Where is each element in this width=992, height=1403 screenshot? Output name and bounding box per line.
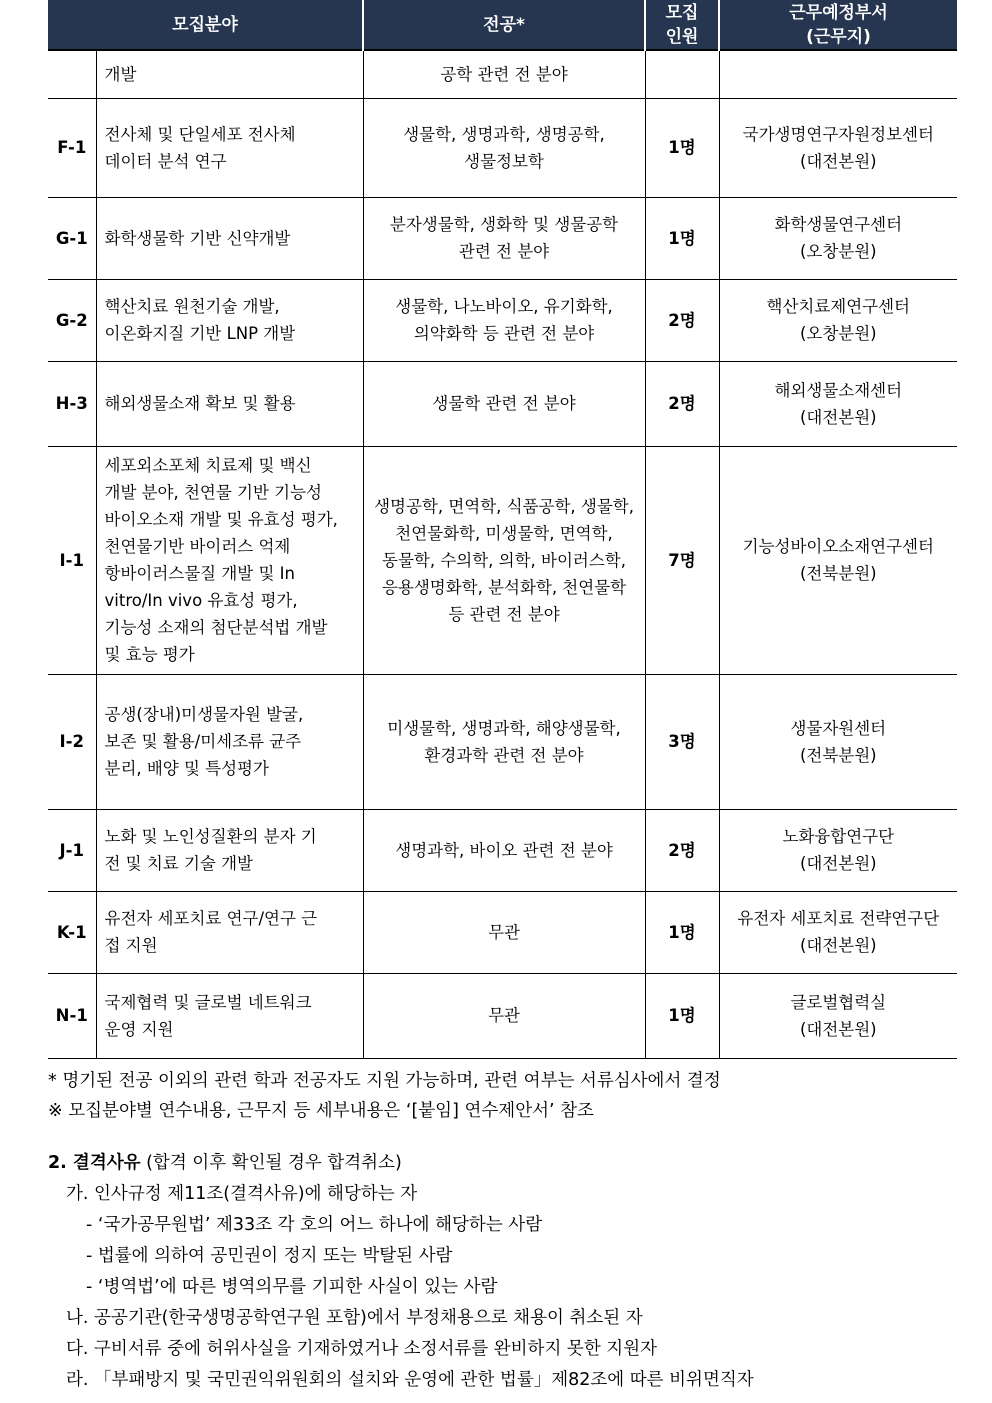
count-cell: 1명: [645, 98, 719, 197]
dept-line: 글로벌협력실: [790, 992, 887, 1012]
dept-line: (전북분원): [799, 564, 877, 583]
field-line: 전 및 치료 기술 개발: [104, 854, 253, 873]
field-line: 화학생물학 기반 신약개발: [104, 228, 291, 248]
dept-line: (대전본원): [799, 936, 877, 955]
count-cell: 1명: [645, 973, 719, 1058]
dept-line: (오창분원): [799, 242, 877, 261]
dept-cell: [719, 279, 957, 361]
count-cell: 1명: [645, 891, 719, 973]
major-line: 등 관련 전 분야: [448, 604, 560, 624]
code-cell: G-1: [48, 197, 96, 279]
table-row: [48, 973, 957, 1058]
dept-line: 국가생명연구자원정보센터: [742, 124, 934, 144]
code-cell: G-2: [48, 279, 96, 361]
major-line: 천연물화학, 미생물학, 면역학,: [395, 523, 613, 543]
code-cell: I-2: [48, 674, 96, 809]
field-line: 바이오소재 개발 및 유효성 평가,: [104, 510, 338, 529]
field-line: 개발 분야, 천연물 기반 기능성: [104, 483, 322, 502]
field-line: 해외생물소재 확보 및 활용: [104, 394, 296, 413]
table-row: [48, 446, 957, 674]
disqualification-subitem: - ‘병역법’에 따른 병역의무를 기피한 사실이 있는 사람: [86, 1277, 498, 1297]
table-row: [48, 361, 957, 446]
dept-line: 유전자 세포치료 전략연구단: [737, 909, 940, 928]
dept-cell: [719, 891, 957, 973]
dept-line: (대전본원): [799, 854, 877, 873]
table-row: [48, 809, 957, 891]
table-header-row: [48, 0, 957, 50]
field-line: 노화 및 노인성질환의 분자 기: [104, 827, 317, 846]
dept-line: (전북분원): [799, 745, 877, 765]
dept-cell: [719, 446, 957, 674]
header-field: 모집분야: [48, 0, 363, 50]
note-major: * 명기된 전공 이외의 관련 학과 전공자도 지원 가능하며, 관련 여부는 서류심사에서 결정: [48, 1071, 721, 1091]
major-line: 동물학, 수의학, 의학, 바이러스학,: [382, 550, 626, 570]
code-cell: I-1: [48, 446, 96, 674]
disqualification-subitem: - 법률에 의하여 공민권이 정지 또는 박탈된 사람: [86, 1246, 453, 1266]
dept-line: (대전본원): [799, 1019, 877, 1039]
field-line: 이온화지질 기반 LNP 개발: [104, 324, 296, 343]
major-cell: [363, 50, 645, 98]
note-reference: ※ 모집분야별 연수내용, 근무지 등 세부내용은 ‘[붙임] 연수제안서’ 참조: [48, 1101, 594, 1121]
field-line: 개발: [104, 64, 137, 84]
dept-line: 핵산치료제연구센터: [766, 297, 910, 316]
field-line: 핵산치료 원천기술 개발,: [104, 297, 280, 316]
field-line: 공생(장내)미생물자원 발굴,: [104, 705, 304, 724]
major-line: 공학 관련 전 분야: [440, 64, 568, 84]
major-line: 관련 전 분야: [458, 242, 550, 261]
major-cell: [363, 361, 645, 446]
major-cell: [363, 674, 645, 809]
dept-cell: [719, 674, 957, 809]
field-line: 접 지원: [104, 936, 158, 955]
major-line: 생명과학, 바이오 관련 전 분야: [395, 840, 613, 860]
major-line: 생물학, 생명과학, 생명공학,: [403, 124, 605, 144]
major-line: 무관: [488, 1006, 520, 1025]
major-cell: [363, 98, 645, 197]
major-line: 응용생명화학, 분석화학, 천연물학: [381, 577, 627, 597]
dept-line: (대전본원): [799, 151, 877, 171]
recruitment-table: [48, 0, 957, 1059]
field-line: 데이터 분석 연구: [104, 151, 227, 171]
header-count: 모집 인원: [645, 0, 719, 50]
table-row: [48, 197, 957, 279]
header-dept: 근무예정부서 (근무지): [719, 0, 957, 50]
dept-cell: [719, 98, 957, 197]
dept-line: 생물자원센터: [790, 718, 887, 738]
field-line: 및 효능 평가: [104, 645, 195, 664]
disqualification-item: 나. 공공기관(한국생명공학연구원 포함)에서 부정채용으로 채용이 취소된 자: [66, 1308, 643, 1328]
code-cell: J-1: [48, 809, 96, 891]
field-cell: [96, 361, 363, 446]
disqualification-item: 다. 구비서류 중에 허위사실을 기재하였거나 소정서류를 완비하지 못한 지원자: [66, 1339, 658, 1359]
count-cell: 7명: [645, 446, 719, 674]
count-cell: 2명: [645, 279, 719, 361]
field-cell: [96, 98, 363, 197]
major-line: 의약화학 등 관련 전 분야: [413, 324, 595, 343]
field-line: 기능성 소재의 첨단분석법 개발: [104, 618, 328, 637]
major-cell: [363, 446, 645, 674]
section-disqualification: [48, 1148, 978, 1396]
field-line: vitro/In vivo 유효성 평가,: [104, 591, 298, 610]
table-row: [48, 98, 957, 197]
field-cell: [96, 446, 363, 674]
code-cell: K-1: [48, 891, 96, 973]
dept-line: 해외생물소재센터: [774, 380, 903, 400]
major-cell: [363, 809, 645, 891]
code-cell: F-1: [48, 98, 96, 197]
major-line: 생물학 관련 전 분야: [432, 394, 576, 413]
major-line: 무관: [488, 922, 520, 942]
major-line: 환경과학 관련 전 분야: [424, 745, 584, 765]
dept-line: 화학생물연구센터: [774, 215, 903, 234]
field-line: 천연물기반 바이러스 억제: [104, 537, 291, 556]
field-cell: [96, 279, 363, 361]
field-cell: [96, 50, 363, 98]
field-cell: [96, 197, 363, 279]
dept-cell: [719, 361, 957, 446]
field-cell: [96, 891, 363, 973]
field-cell: [96, 809, 363, 891]
table-row: [48, 674, 957, 809]
major-line: 생명공학, 면역학, 식품공학, 생물학,: [374, 496, 634, 516]
disqualification-item: 가. 인사규정 제11조(결격사유)에 해당하는 자: [66, 1184, 418, 1204]
count-cell: 3명: [645, 674, 719, 809]
field-line: 유전자 세포치료 연구/연구 근: [104, 909, 318, 928]
header-major: 전공*: [363, 0, 645, 50]
count-cell: 1명: [645, 197, 719, 279]
field-line: 운영 지원: [104, 1019, 174, 1039]
major-cell: [363, 197, 645, 279]
disqualification-subitem: - ‘국가공무원법’ 제33조 각 호의 어느 하나에 해당하는 사람: [86, 1215, 543, 1235]
count-cell: 2명: [645, 361, 719, 446]
dept-line: (대전본원): [799, 407, 877, 427]
field-cell: [96, 973, 363, 1058]
dept-cell: [719, 50, 957, 98]
major-line: 분자생물학, 생화학 및 생물공학: [389, 215, 619, 234]
major-cell: [363, 973, 645, 1058]
major-cell: [363, 891, 645, 973]
table-row: [48, 279, 957, 361]
field-cell: [96, 674, 363, 809]
table-notes: [48, 1066, 968, 1126]
major-line: 생물정보학: [464, 151, 544, 171]
table-row: [48, 50, 957, 98]
table-row: [48, 891, 957, 973]
field-line: 전사체 및 단일세포 전사체: [104, 124, 296, 144]
dept-line: 기능성바이오소재연구센터: [742, 537, 934, 556]
section-heading: 2. 결격사유 (합격 이후 확인될 경우 합격취소): [48, 1153, 402, 1173]
code-cell: N-1: [48, 973, 96, 1058]
dept-cell: [719, 809, 957, 891]
major-line: 미생물학, 생명과학, 해양생물학,: [387, 718, 621, 738]
dept-cell: [719, 197, 957, 279]
field-line: 보존 및 활용/미세조류 균주: [104, 732, 302, 751]
field-line: 분리, 배양 및 특성평가: [104, 759, 269, 778]
major-cell: [363, 279, 645, 361]
code-cell: [48, 50, 96, 98]
count-cell: 2명: [645, 809, 719, 891]
field-line: 항바이러스물질 개발 및 In: [104, 564, 295, 583]
disqualification-item: 라. 「부패방지 및 국민권익위원회의 설치와 운영에 관한 법률」제82조에 따른 비위면직자: [66, 1370, 754, 1390]
dept-cell: [719, 973, 957, 1058]
field-line: 세포외소포체 치료제 및 백신: [104, 456, 312, 475]
major-line: 생물학, 나노바이오, 유기화학,: [395, 297, 613, 316]
dept-line: (오창분원): [799, 324, 877, 343]
field-line: 국제협력 및 글로벌 네트워크: [104, 992, 312, 1012]
count-cell: [645, 50, 719, 98]
code-cell: H-3: [48, 361, 96, 446]
dept-line: 노화융합연구단: [782, 827, 895, 846]
